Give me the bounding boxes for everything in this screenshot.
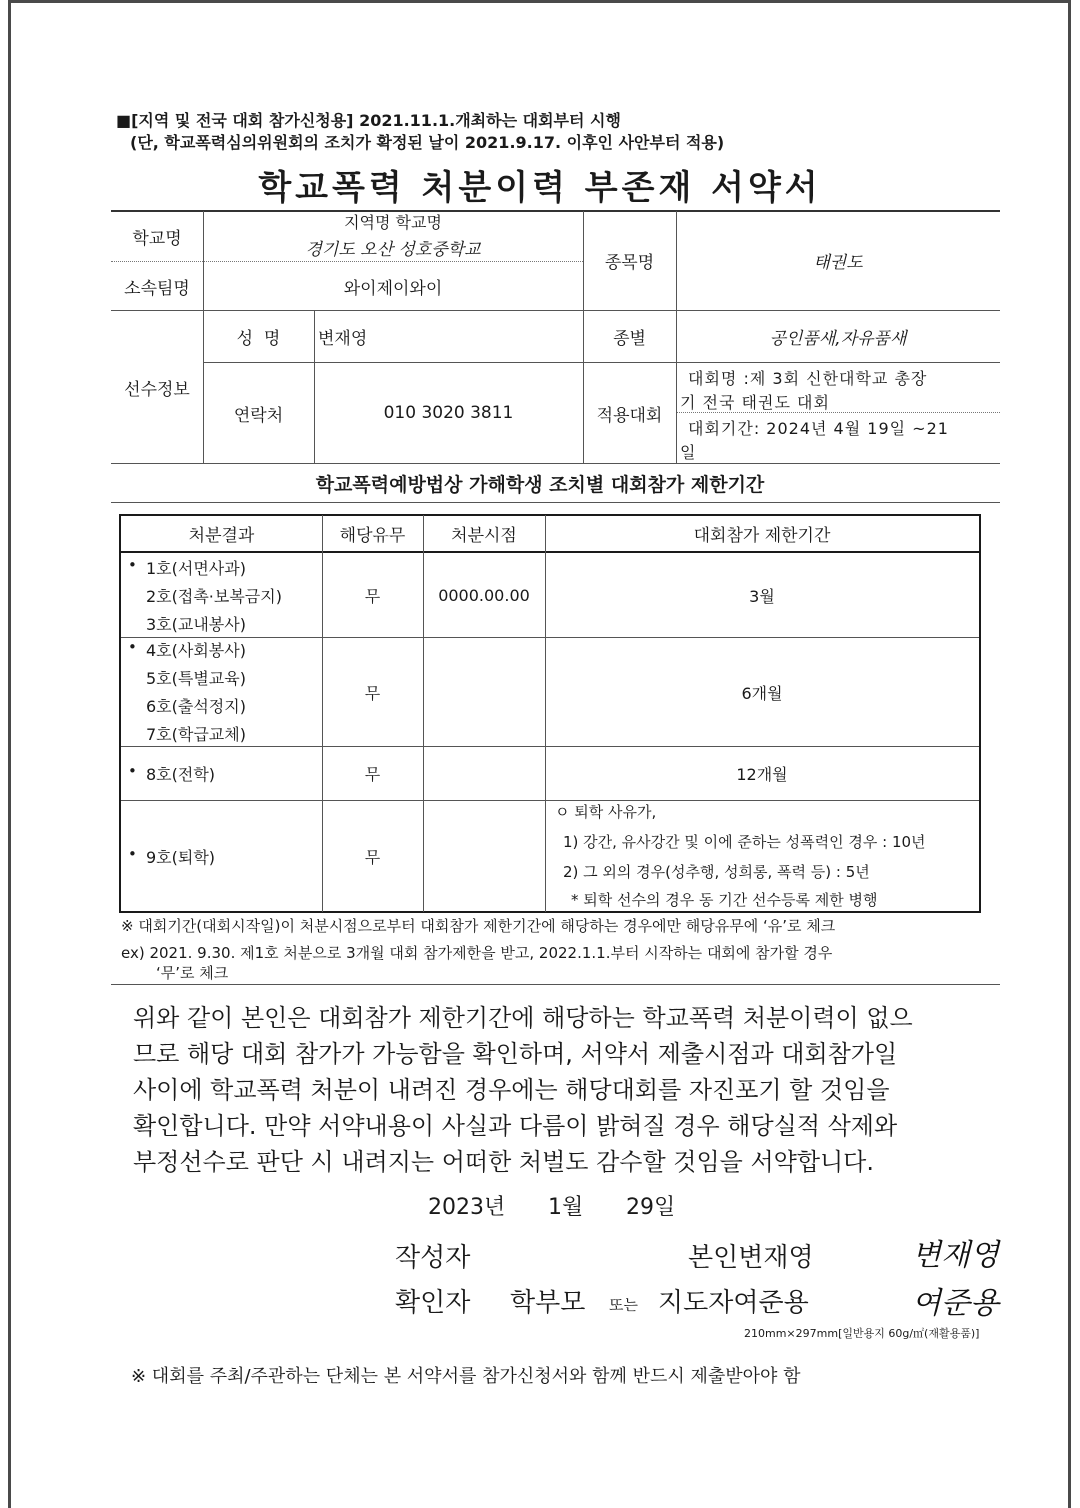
result-item: 5호(특별교육) (146, 669, 246, 688)
note-2: ex) 2021. 9.30. 제1호 처분으로 3개월 대회 참가제한을 받고, 2022.1.1.부터 시작하는 대회에 참가할 경우 (121, 944, 833, 962)
time-value: 0000.00.00 (438, 585, 530, 605)
confirmer-value: 지도자여준용 (658, 1288, 809, 1318)
team-value: 와이제이와이 (343, 278, 443, 299)
page-border-right (1068, 0, 1071, 1508)
confirmer-role: 학부모 (510, 1288, 586, 1318)
period-value: 6개월 (741, 683, 783, 703)
applied-name-line-2: 기 전국 태권도 대회 (680, 393, 830, 412)
time-value (423, 801, 545, 911)
applicable-value: 무 (364, 847, 381, 867)
note-1: ※ 대회기간(대회시작일)이 처분시점으로부터 대회참가 제한기간에 해당하는 경우에만 해당유무에 ‘유’로 체크 (121, 917, 836, 935)
name-value: 변재영 (318, 329, 368, 349)
result-item: 2호(접촉·보복금지) (146, 587, 282, 606)
note-3: ‘무’로 체크 (156, 964, 229, 982)
page-border-left (8, 0, 11, 1508)
result-item: 3호(교내봉사) (146, 615, 246, 634)
period-detail: 2) 그 외의 경우(성추행, 성희롱, 폭력 등) : 5년 (563, 863, 870, 881)
pledge-line: 확인합니다. 만약 서약내용이 사실과 다름이 밝혀질 경우 해당실적 삭제와 (133, 1112, 898, 1140)
document-title: 학교폭력 처분이력 부존재 서약서 (258, 168, 822, 208)
result-item: 6호(출석정지) (146, 697, 246, 716)
team-label: 소속팀명 (124, 278, 190, 299)
confirmer-label: 확인자 (395, 1288, 471, 1318)
time-value (423, 747, 545, 800)
contact-value: 010 3020 3811 (383, 403, 514, 423)
period-detail: * 퇴학 선수의 경우 동 기간 선수등록 제한 병행 (571, 891, 878, 909)
pledge-line: 사이에 학교폭력 처분이 내려진 경우에는 해당대회를 자진포기 할 것임을 (133, 1076, 890, 1104)
footer-notice: ※ 대회를 주최/주관하는 단체는 본 서약서를 참가신청서와 함께 반드시 제출받아야 함 (131, 1366, 801, 1387)
period-detail: 1) 강간, 유사강간 및 이에 준하는 성폭력인 경우 : 10년 (563, 833, 926, 851)
period-detail: ㅇ 퇴학 사유가, (555, 803, 657, 821)
header-result: 처분결과 (188, 526, 255, 546)
bullet-icon: • (128, 762, 137, 780)
pledge-line: 므로 해당 대회 참가가 가능함을 확인하며, 서약서 제출시점과 대회참가일 (133, 1040, 898, 1068)
header-line-1: ■[지역 및 전국 대회 참가신청용] 2021.11.1.개최하는 대회부터 시행 (116, 111, 621, 130)
result-item: 9호(퇴학) (146, 848, 216, 867)
event-value: 태권도 (813, 253, 863, 273)
result-item: 1호(서면사과) (146, 559, 246, 578)
bullet-icon: • (128, 556, 137, 574)
result-item: 7호(학급교체) (146, 725, 246, 744)
date-month: 1월 (548, 1195, 584, 1220)
event-label: 종목명 (604, 253, 655, 273)
restriction-title: 학교폭력예방법상 가해학생 조치별 대회참가 제한기간 (315, 474, 765, 496)
applied-period-line-2: 일 (680, 443, 696, 462)
applied-label: 적용대회 (596, 405, 663, 426)
applicable-value: 무 (364, 586, 381, 606)
bullet-icon: • (128, 638, 137, 656)
author-label: 작성자 (395, 1243, 471, 1273)
header-applicable: 해당유무 (339, 526, 406, 546)
author-value: 본인변재영 (688, 1243, 814, 1273)
header-period: 대회참가 제한기간 (693, 526, 831, 546)
category-label: 종별 (613, 329, 646, 349)
page-border-top (8, 0, 1071, 3)
pledge-line: 부정선수로 판단 시 내려지는 어떠한 처벌도 감수할 것임을 서약합니다. (133, 1148, 874, 1176)
period-value: 12개월 (736, 765, 788, 784)
confirmer-signature: 여준용 (912, 1286, 999, 1321)
period-value: 3월 (749, 586, 775, 606)
pledge-line: 위와 같이 본인은 대회참가 제한기간에 해당하는 학교폭력 처분이력이 없으 (133, 1004, 913, 1032)
paper-spec: 210mm×297mm[일반용지 60g/㎡(재활용품)] (744, 1327, 980, 1340)
school-label: 학교명 (132, 228, 182, 249)
date-day: 29일 (626, 1195, 676, 1220)
applied-name-line-1: 대회명 :제 3회 신한대학교 총장 (688, 369, 928, 388)
bullet-icon: • (128, 845, 137, 863)
result-item: 4호(사회봉사) (146, 641, 246, 660)
name-label: 성 명 (236, 329, 281, 349)
school-value: 경기도 오산 성호중학교 (305, 239, 481, 260)
category-value: 공인품새,자유품새 (769, 329, 907, 349)
header-line-2: (단, 학교폭력심의위원회의 조치가 확정된 날이 2021.9.17. 이후인 사안부터 적용) (130, 133, 725, 152)
athlete-label: 선수정보 (124, 379, 190, 400)
date-year: 2023년 (428, 1195, 506, 1220)
confirmer-or: 또는 (609, 1296, 638, 1314)
contact-label: 연락처 (233, 405, 284, 426)
applied-period-line-1: 대회기간: 2024년 4월 19일 ~21 (688, 419, 949, 438)
applicable-value: 무 (364, 683, 381, 703)
result-item: 8호(전학) (146, 765, 216, 784)
pledge-text (133, 1000, 993, 1180)
header-time: 처분시점 (451, 526, 517, 546)
time-value (423, 638, 545, 746)
school-hint: 지역명 학교명 (344, 212, 442, 232)
applicable-value: 무 (364, 765, 381, 784)
author-signature: 변재영 (912, 1238, 999, 1273)
